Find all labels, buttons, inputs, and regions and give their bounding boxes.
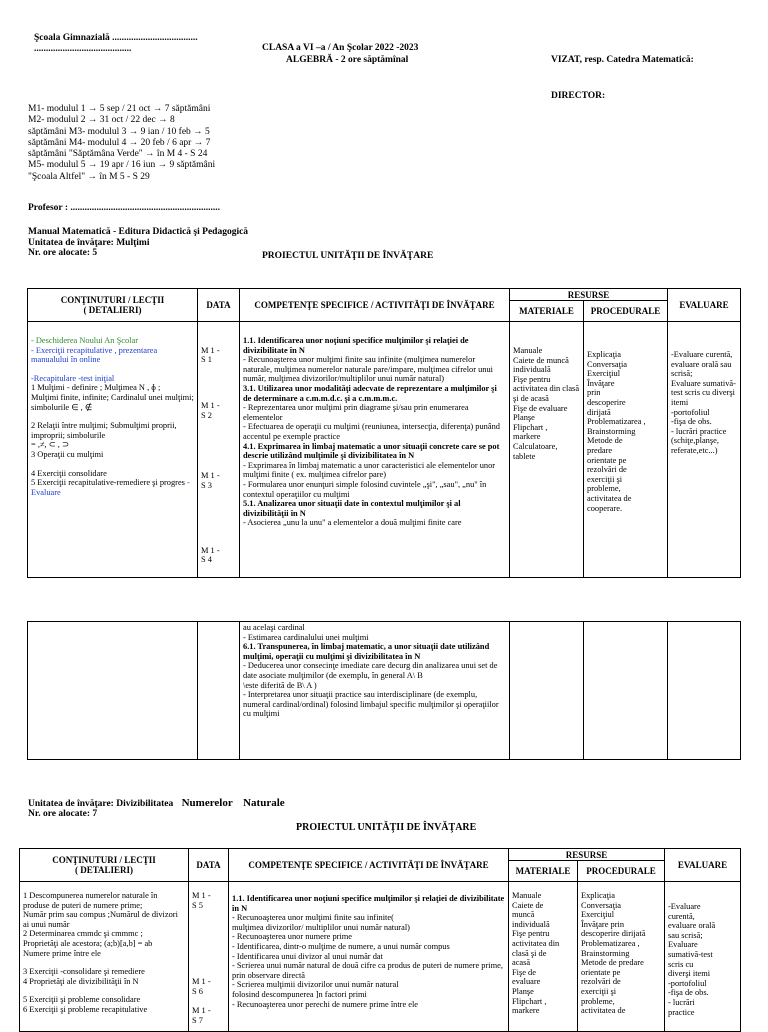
header-resources: RESURSE bbox=[509, 849, 665, 861]
content-line: 2 Relaţii între mulţimi; Submulţimi proprii, improprii; simbolurile bbox=[31, 421, 177, 440]
competence-line: - Recunoaşterea unor perechi de numere prime între ele bbox=[232, 999, 419, 1009]
subject-hours: ALGEBRĂ - 2 ore săptămînal bbox=[286, 55, 409, 65]
date-entry: M 1 - S 1 bbox=[201, 345, 220, 365]
content-line: 3 Operaţii cu mulţimi bbox=[31, 449, 104, 459]
content-line: Număr prim sau compus ;Numărul de divizori ai unui număr bbox=[23, 910, 178, 929]
header-evaluation: EVALUARE bbox=[665, 849, 741, 882]
content-line: 1 Mulţimi - definire ; Mulţimea N , ɸ ; bbox=[31, 383, 161, 393]
date-cell-cont bbox=[198, 622, 240, 760]
unit1-info bbox=[28, 227, 248, 259]
content-line: = ,≠, ⊂ , ⊃ bbox=[31, 440, 70, 450]
director-label: DIRECTOR: bbox=[551, 91, 606, 101]
vizat-label: VIZAT, resp. Catedra Matematică: bbox=[551, 55, 694, 65]
module-line: M2- modulul 2 → 31 oct / 22 dec → 8 bbox=[28, 115, 175, 126]
evaluation-cell: -Evaluare curentă, evaluare orală sau scrisă; Evaluare sumativă-test scris cu diverşi itemi -portofoliul -fişa de obs. - lucrări practice (schiţe,planşe, referate,etc...) bbox=[668, 322, 741, 578]
competence-line: - Recunoaşterea unor mulţimi finite sau infinite (mulţimea numerelor naturale, mulţimea numerelor naturale pare/impare, mulţimea cifrelor unui număr, mulţimea divizorilor/multiplilor unui număr natural) bbox=[243, 355, 493, 384]
content-line: - Exerciţii recapitulative , prezentarea manualului în online bbox=[31, 345, 158, 365]
competence-line: - Recunoaşterea unor numere prime bbox=[232, 932, 352, 942]
content-line: 2 Determinarea cmmdc şi cmmmc ; bbox=[23, 929, 143, 939]
content-line: -Recapitulare -test iniţial bbox=[31, 373, 115, 383]
content-cell bbox=[28, 322, 198, 578]
unit-line: Unitatea de învăţare: Mulţimi bbox=[28, 237, 150, 248]
header-materials: MATERIALE bbox=[509, 861, 578, 882]
unit2-name: Naturale bbox=[243, 797, 285, 809]
school-name: Şcoala Gimnazială .................................... bbox=[34, 33, 198, 43]
competence-line: - Exprimarea în limbaj matematic a unor caracteristici ale elementelor unor mulţimi finite ( ex. mulţimea cifrelor pare) bbox=[243, 460, 496, 480]
unit1-table-continued bbox=[27, 621, 741, 760]
manual-line: Manual Matematică - Editura Didactică şi Pedagogică bbox=[28, 227, 249, 237]
unit2-hours: Nr. ore alocate: 7 bbox=[28, 809, 98, 819]
header-procedural: PROCEDURALE bbox=[584, 301, 668, 322]
content-line: 4 Exerciţii consolidare bbox=[31, 468, 107, 478]
date-cell bbox=[198, 322, 240, 578]
module-line: săptămâni "Săptămâna Verde" → în M 4 - S 24 bbox=[28, 149, 208, 160]
content-line: 5 Exerciţii şi probleme consolidare bbox=[23, 995, 141, 1005]
header-content: CONŢINUTURI / LECŢII ( DETALIERI) bbox=[20, 849, 189, 882]
competence-line: au acelaşi cardinal bbox=[243, 623, 305, 632]
date-entry: M 1 - S 7 bbox=[192, 1006, 211, 1025]
competence-line: - Formularea unor enunţuri simple folosind cuvintele „şi", „sau", „nu" în contextul operaţiilor cu mulţimi bbox=[243, 479, 487, 499]
content-line: Proprietăţi ale acestora; (a;b)[a,b] = ab bbox=[23, 938, 153, 948]
competence-line: - Identificarea unui divizor al unui număr dat bbox=[232, 951, 383, 961]
unit2-name: Numerelor bbox=[181, 797, 233, 809]
content-line: - Deschiderea Noului An Şcolar bbox=[31, 336, 138, 345]
competence-line: - Efectuarea de operaţii cu mulţimi (reuniunea, intersecţia, diferenţa) punând accentul pe exemple practice bbox=[243, 422, 500, 441]
competence-line: 1.1. Identificarea unor noţiuni specifice mulţimilor şi relaţiei de divizibilitate în N bbox=[232, 894, 505, 913]
header-competences: COMPETENŢE SPECIFICE / ACTIVITĂŢI DE ÎNVĂŢARE bbox=[240, 289, 510, 322]
content-line: 5 Exerciţii recapitulative-remediere şi progres - Evaluare bbox=[31, 478, 190, 497]
content-line: 1 Descompunerea numerelor naturale în produse de puteri de numere prime; bbox=[23, 891, 158, 910]
header-content: CONŢINUTURI / LECŢII ( DETALIERI) bbox=[28, 289, 198, 322]
module-line: "Şcoala Altfel" → în M 5 - S 29 bbox=[28, 171, 150, 182]
content-line: Mulţimi finite, infinite; Cardinalul unei mulţimi; simbolurile ∈ , ∉ bbox=[31, 392, 194, 412]
content-cell-cont bbox=[28, 622, 198, 760]
evaluation-cell-cont bbox=[668, 622, 741, 760]
competence-line: - Deducerea unor consecinţe imediate care decurg din analizarea unui set de date asociate mulţimilor (de exemplu, în general A\ B bbox=[243, 661, 498, 680]
competence-line: - Scrierea mulţimii divizorilor unui număr natural bbox=[232, 980, 399, 990]
procedural-cell: Explicaţia Conversaţia Exerciţiul Învăţare prin descoperire dirijată Problematizarea , Brainstorming Metode de predare orientate pe rezolvări de exerciţii şi probleme, activitatea de cooperare. bbox=[584, 322, 668, 578]
competence-line: - Scrierea unui număr natural de două cifre ca produs de puteri de numere prime, prin observare directă bbox=[232, 961, 503, 980]
header-resources: RESURSE bbox=[510, 289, 668, 301]
module-line: M1- modulul 1 → 5 sep / 21 oct → 7 săptămâni bbox=[28, 104, 211, 114]
competences-cell-cont bbox=[240, 622, 510, 760]
materials-cell-cont bbox=[510, 622, 584, 760]
hours-line: Nr. ore alocate: 5 bbox=[28, 248, 98, 258]
date-cell bbox=[189, 882, 229, 1032]
unit2-project-title: PROIECTUL UNITĂŢII DE ÎNVĂŢARE bbox=[296, 822, 477, 833]
materials-cell: Manuale Caiete de muncă individuală Fişe pentru activitatea din clasă şi de acasă Fişe de evaluare Planşe Flipchart , markere bbox=[509, 882, 578, 1032]
content-line: 3 Exerciţii -consolidare şi remediere bbox=[23, 967, 145, 977]
class-year: CLASA a VI –a / An Şcolar 2022 -2023 bbox=[262, 43, 419, 53]
date-entry: M 1 - S 4 bbox=[201, 545, 220, 565]
content-line: 6 Exerciţii şi probleme recapitulative bbox=[23, 1004, 148, 1014]
competence-line: - Interpretarea unor situaţii practice sau interdisciplinare (de exemplu, numeral cardinal/ordinal) folosind limbajul specific mulţimilor şi operaţiilor cu mulţimi bbox=[243, 690, 499, 719]
evaluation-cell: -Evaluare curentă, evaluare orală sau scrisă; Evaluare sumativă-test scris cu diverşi itemi -portofoliul -fişa de obs. - lucrări practice bbox=[665, 882, 741, 1032]
content-line: 4 Proprietăţi ale divizibilităţii în N bbox=[23, 976, 139, 986]
unit2-label: Unitatea de învăţare: Divizibilitatea Numerelor Naturale bbox=[28, 797, 285, 809]
header-date: DATA bbox=[198, 289, 240, 322]
header-date: DATA bbox=[189, 849, 229, 882]
competence-line: folosind descompunerea ]n factori primi bbox=[232, 989, 367, 999]
procedural-cell-cont bbox=[584, 622, 668, 760]
competence-line: 6.1. Transpunerea, în limbaj matematic, a unor situaţii date utilizând mulţimi, operaţii cu mulţimi şi divizibilitatea în N bbox=[243, 642, 490, 661]
competences-cell bbox=[229, 882, 509, 1032]
competence-line: - Reprezentarea unor mulţimi prin diagrame şi/sau prin enumerarea elementelor bbox=[243, 403, 469, 422]
unit2-table bbox=[19, 848, 741, 1032]
header-competences: COMPETENŢE SPECIFICE / ACTIVITĂŢI DE ÎNVĂŢARE bbox=[229, 849, 509, 882]
header-procedural: PROCEDURALE bbox=[578, 861, 665, 882]
date-entry: M 1 - S 6 bbox=[192, 977, 211, 996]
module-line: săptămâni M4- modulul 4 → 20 feb / 6 apr → 7 bbox=[28, 137, 211, 148]
profesor-line: Profesor : ............................................................... bbox=[28, 203, 221, 213]
competence-line: - Asocierea „unu la unu" a elementelor a două mulţimi finite care bbox=[243, 518, 462, 528]
competence-line: \este diferită de B\ A ) bbox=[243, 680, 317, 690]
header-evaluation: EVALUARE bbox=[668, 289, 741, 322]
unit1-project-title: PROIECTUL UNITĂŢII DE ÎNVĂŢARE bbox=[262, 251, 434, 261]
header-materials: MATERIALE bbox=[510, 301, 584, 322]
date-entry: M 1 - S 3 bbox=[201, 471, 220, 490]
materials-cell: Manuale Caiete de muncă individuală Fişe pentru activitatea din clasă şi de acasă Fişe de evaluare Planşe Flipchart , markere Calculatoare, tablete bbox=[510, 322, 584, 578]
procedural-cell: Explicaţia Conversaţia Exerciţiul Învăţare prin descoperire dirijată Problematizarea , Brainstorming Metode de predare orientate pe rezolvări de exerciţii şi probleme, activitatea de bbox=[578, 882, 665, 1032]
competence-line: 3.1. Utilizarea unor modalităţi adecvate de reprezentare a mulţimilor şi de determinare a c.m.m.d.c. şi a c.m.m.m.c. bbox=[243, 383, 497, 403]
content-cell bbox=[20, 882, 189, 1032]
module-line: săptămâni M3- modulul 3 → 9 ian / 10 feb → 5 bbox=[28, 126, 210, 137]
date-entry: M 1 - S 5 bbox=[192, 891, 211, 910]
competence-line: mulţimea divizorilor/ multiplilor unui număr natural) bbox=[232, 922, 410, 932]
competence-line: - Identificarea, dintr-o mulţime de numere, a unui număr compus bbox=[232, 941, 450, 951]
unit1-table bbox=[27, 288, 741, 578]
competence-line: - Recunoaşterea unor mulţimi finite sau infinite( bbox=[232, 913, 394, 923]
competence-line: 4.1. Exprimarea în limbaj matematic a unor situaţii concrete care se pot descrie utilizând mulţimile şi divizibilitatea în N bbox=[243, 441, 500, 461]
competences-cell bbox=[240, 322, 510, 578]
competence-line: - Estimarea cardinalului unei mulţimi bbox=[243, 632, 369, 642]
date-entry: M 1 - S 2 bbox=[201, 400, 220, 420]
content-line: Numere prime între ele bbox=[23, 948, 101, 958]
module-line: M5- modulul 5 → 19 apr / 16 iun → 9 săptămâni bbox=[28, 160, 216, 171]
school-dots: ......................................... bbox=[34, 44, 132, 54]
evaluation-link: - Evaluare bbox=[31, 478, 190, 497]
competence-line: 1.1. Identificarea unor noţiuni specifice mulţimilor şi relaţiei de divizibilitate în N bbox=[243, 336, 469, 355]
modules-list bbox=[28, 104, 258, 183]
competence-line: 5.1. Analizarea unor situaţii date în contextul mulţimilor şi al divizibilităţii în N bbox=[243, 499, 461, 518]
